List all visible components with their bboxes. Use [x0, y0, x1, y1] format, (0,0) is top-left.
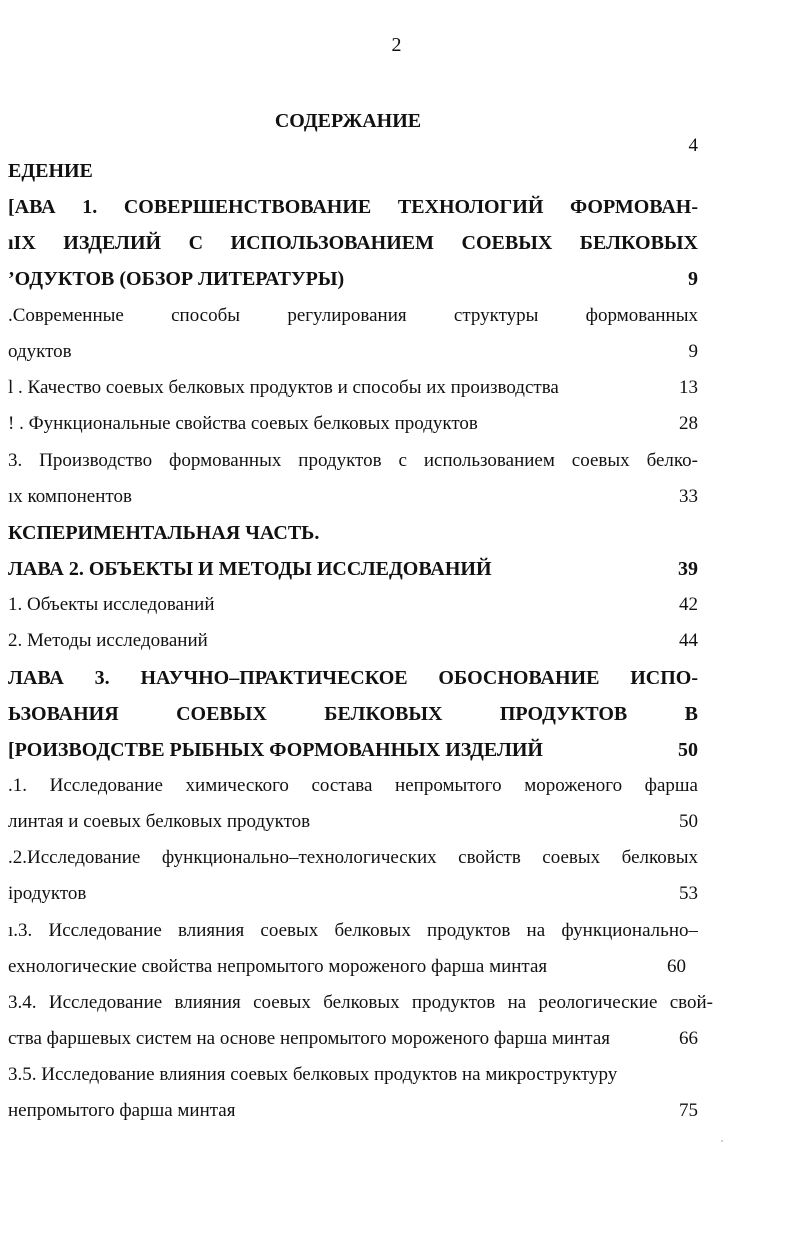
toc-entry-page: 33 — [679, 486, 698, 507]
toc-entry-chapter2 — [8, 554, 698, 584]
toc-entry-page: 9 — [688, 341, 698, 362]
toc-entry-page: 75 — [679, 1100, 698, 1121]
toc-entry-page: 39 — [678, 558, 698, 580]
toc-entry-text: одуктов — [8, 341, 72, 362]
toc-entry-page: 66 — [679, 1028, 698, 1049]
toc-entry-text: іродуктов — [8, 883, 87, 904]
toc-entry-text: ства фаршевых систем на основе непромытого мороженого фарша минтая — [8, 1028, 610, 1049]
toc-title: СОДЕРЖАНИЕ — [274, 110, 422, 132]
toc-entry-page: 53 — [679, 883, 698, 904]
toc-entry-page: 60 — [667, 956, 686, 977]
toc-entry-page: 44 — [679, 630, 698, 651]
toc-entry-3-2-line1: .2.Исследование функционально–технологических свойств соевых белковых — [8, 847, 698, 868]
toc-entry-text: [РОИЗВОДСТВЕ РЫБНЫХ ФОРМОВАННЫХ ИЗДЕЛИЙ — [8, 739, 543, 761]
toc-entry-3-4-line2 — [8, 1024, 698, 1054]
toc-entry-text: ЛАВА 2. ОБЪЕКТЫ И МЕТОДЫ ИССЛЕДОВАНИЙ — [8, 558, 492, 580]
toc-entry-intro: ЕДЕНИЕ — [8, 160, 93, 182]
toc-entry-chapter3-line2: ЬЗОВАНИЯ СОЕВЫХ БЕЛКОВЫХ ПРОДУКТОВ В — [8, 703, 698, 725]
toc-entry-3-3-line2 — [8, 952, 686, 982]
toc-entry-1-1-line2 — [8, 337, 698, 367]
toc-entry-2-1 — [8, 590, 698, 620]
toc-entry-text: непромытого фарша минтая — [8, 1100, 236, 1121]
toc-entry-experimental: КСПЕРИМЕНТАЛЬНАЯ ЧАСТЬ. — [8, 522, 320, 544]
toc-entry-text: ıх компонентов — [8, 486, 132, 507]
toc-entry-3-5-line1: 3.5. Исследование влияния соевых белковых продуктов на микроструктуру — [8, 1064, 618, 1085]
toc-entry-2-2 — [8, 626, 698, 656]
scan-speck — [721, 1140, 723, 1142]
toc-entry-1-4-line1: 3. Производство формованных продуктов с использованием соевых белко- — [8, 450, 698, 471]
toc-entry-1-4-line2 — [8, 482, 698, 512]
toc-entry-3-1-line1: .1. Исследование химического состава непромытого мороженого фарша — [8, 775, 698, 796]
toc-entry-3-5-line2 — [8, 1096, 698, 1126]
toc-entry-text: ехнологические свойства непромытого мороженого фарша минтая — [8, 956, 548, 977]
toc-entry-page: 50 — [678, 739, 698, 761]
page-number: 2 — [391, 34, 402, 56]
toc-entry-text: l . Качество соевых белковых продуктов и способы их производства — [8, 377, 559, 398]
toc-entry-page: 42 — [679, 594, 698, 615]
toc-entry-1-2 — [8, 373, 698, 403]
toc-entry-page: 50 — [679, 811, 698, 832]
toc-entry-1-3 — [8, 409, 698, 439]
toc-entry-3-3-line1: ı.3. Исследование влияния соевых белковых продуктов на функционально– — [8, 920, 698, 941]
toc-entry-3-2-line2 — [8, 879, 698, 909]
toc-entry-chapter1-line2: ıIX ИЗДЕЛИЙ С ИСПОЛЬЗОВАНИЕМ СОЕВЫХ БЕЛКОВЫХ — [8, 232, 698, 254]
toc-entry-3-4-line1: 3.4. Исследование влияния соевых белковых продуктов на реологические свой- — [8, 992, 713, 1013]
toc-entry-3-1-line2 — [8, 807, 698, 837]
toc-entry-chapter3-line1: ЛАВА 3. НАУЧНО–ПРАКТИЧЕСКОЕ ОБОСНОВАНИЕ ИСПО- — [8, 667, 698, 689]
toc-entry-chapter3-line3 — [8, 735, 698, 765]
toc-entry-text: линтая и соевых белковых продуктов — [8, 811, 311, 832]
toc-entry-text: ! . Функциональные свойства соевых белковых продуктов — [8, 413, 478, 434]
toc-entry-text: 1. Объекты исследований — [8, 594, 215, 615]
toc-entry-page: 28 — [679, 413, 698, 434]
toc-entry-text: 2. Методы исследований — [8, 630, 208, 651]
toc-entry-intro-page: 4 — [688, 135, 698, 156]
toc-entry-page: 9 — [688, 268, 698, 290]
toc-entry-page: 13 — [679, 377, 698, 398]
toc-entry-chapter1-line3 — [8, 264, 698, 294]
toc-entry-1-1-line1: .Современные способы регулирования структуры формованных — [8, 305, 698, 326]
toc-entry-text: ’ОДУКТОВ (ОБЗОР ЛИТЕРАТУРЫ) — [8, 268, 345, 290]
toc-entry-chapter1-line1: [АВА 1. СОВЕРШЕНСТВОВАНИЕ ТЕХНОЛОГИЙ ФОРМОВАН- — [8, 196, 698, 218]
